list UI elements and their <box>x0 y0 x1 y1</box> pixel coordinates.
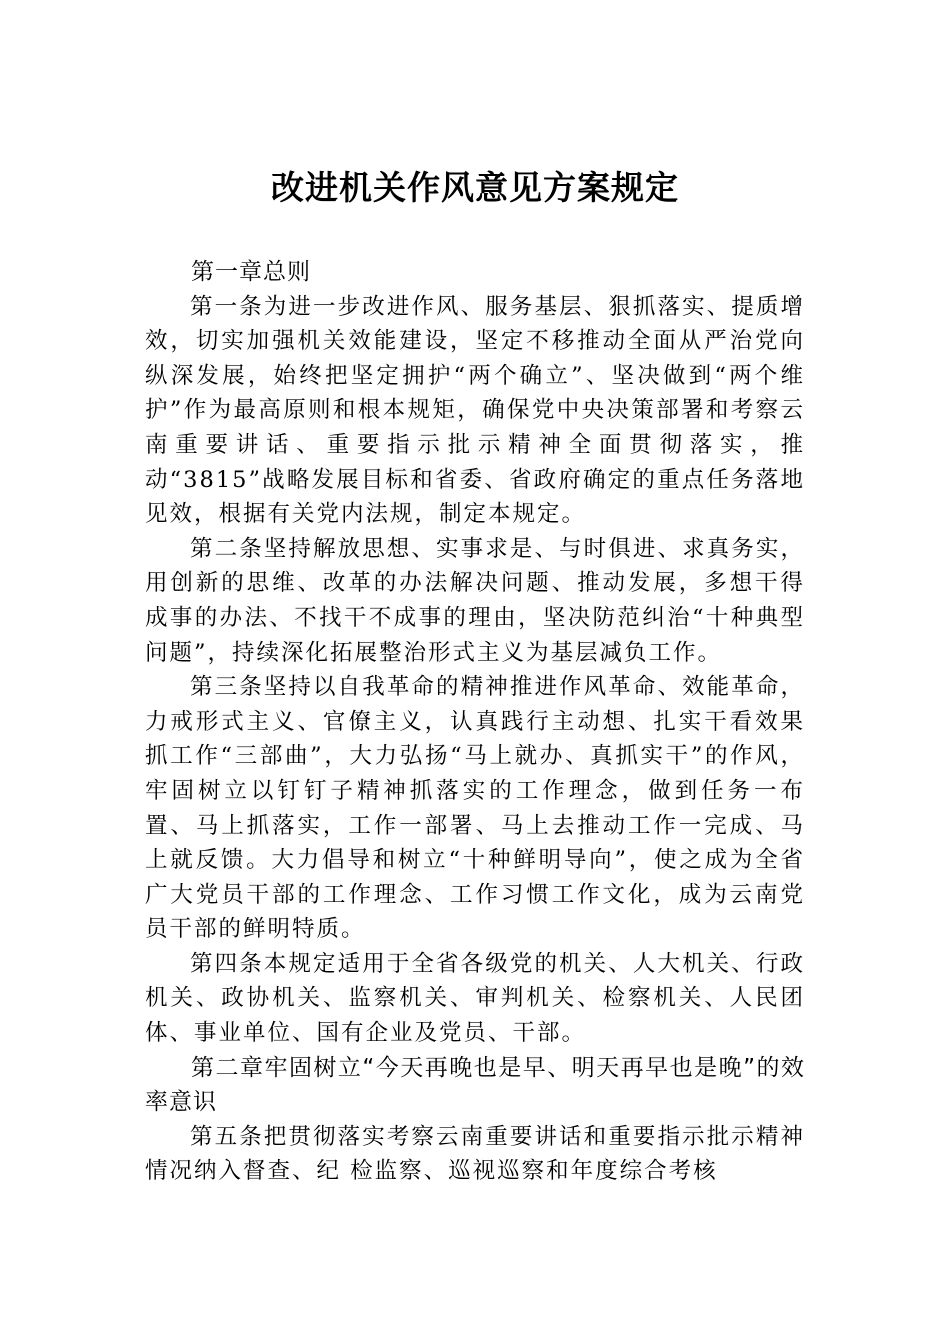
chapter-heading-2: 第二章牢固树立“今天再晚也是早、明天再早也是晚”的效率意识 <box>145 1054 805 1116</box>
article-5: 第五条把贯彻落实考察云南重要讲话和重要指示批示精神情况纳入督查、纪 检监察、巡视巡察和年度综合考核 <box>145 1123 805 1185</box>
document-body <box>145 255 805 1189</box>
article-3: 第三条坚持以自我革命的精神推进作风革命、效能革命，力戒形式主义、官僚主义，认真践行主动想、扎实干看效果抓工作“三部曲”，大力弘扬“马上就办、真抓实干”的作风，牢固树立以钉钉子精神抓落实的工作理念，做到任务一布置、马上抓落实，工作一部署、马上去推动工作一完成、马上就反馈。大力倡导和树立“十种鲜明导向”，使之成为全省广大党员干部的工作理念、工作习惯工作文化，成为云南党员干部的鲜明特质。 <box>145 674 805 943</box>
article-1: 第一条为进一步改进作风、服务基层、狠抓落实、提质增效，切实加强机关效能建设，坚定不移推动全面从严治党向纵深发展，始终把坚定拥护“两个确立”、坚决做到“两个维护”作为最高原则和根本规矩，确保党中央决策部署和考察云南重要讲话、重要指示批示精神全面贯彻落实，推动“3815”战略发展目标和省委、省政府确定的重点任务落地见效，根据有关党内法规，制定本规定。 <box>145 293 805 528</box>
article-2: 第二条坚持解放思想、实事求是、与时俱进、求真务实，用创新的思维、改革的办法解决问题、推动发展，多想干得成事的办法、不找干不成事的理由，坚决防范纠治“十种典型问题”，持续深化拓展整治形式主义为基层减负工作。 <box>145 535 805 666</box>
chapter-heading-1: 第一章总则 <box>191 259 311 285</box>
article-4: 第四条本规定适用于全省各级党的机关、人大机关、行政机关、政协机关、监察机关、审判机关、检察机关、人民团体、事业单位、国有企业及党员、干部。 <box>145 950 805 1047</box>
document-title: 改进机关作风意见方案规定 <box>271 168 679 207</box>
